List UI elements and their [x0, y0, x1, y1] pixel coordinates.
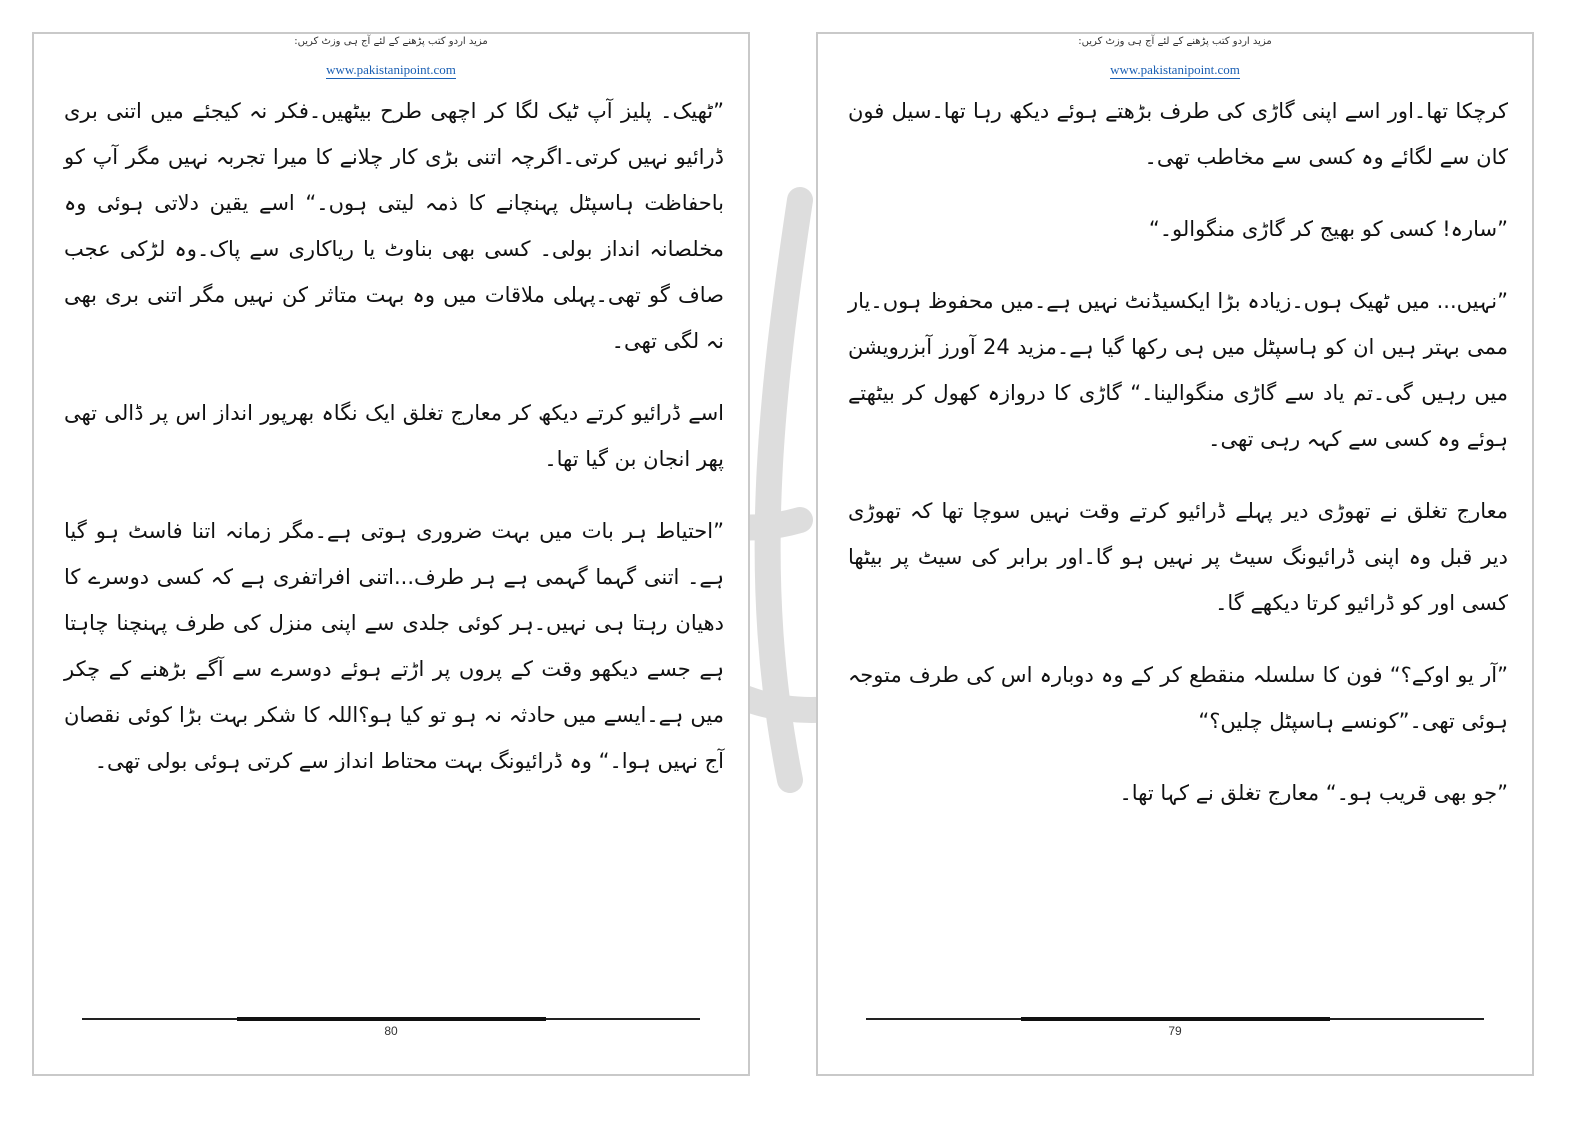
website-link[interactable]: www.pakistanipoint.com	[1110, 62, 1240, 77]
paragraph: ”نہیں... میں ٹھیک ہوں۔زیادہ بڑا ایکسیڈنٹ نہیں ہے۔میں محفوظ ہوں۔یار ممی بہتر ہیں ان کو ہاسپٹل میں ہی رکھا گیا ہے۔مزید 24 آورز آبزرویشن میں رہیں گی۔تم یاد سے گاڑی منگوالینا۔“ گاڑی کا دروازہ کھول کر بیٹھتے ہوئے وہ کسی سے کہہ رہی تھی۔	[848, 289, 1508, 451]
footer-rule	[82, 1018, 700, 1020]
footer-rule	[866, 1018, 1484, 1020]
paragraph: معارج تغلق نے تھوڑی دیر پہلے ڈرائیو کرتے وقت نہیں سوچا تھا کہ تھوڑی دیر قبل وہ اپنی ڈرائیونگ سیٹ پر نہیں ہو گا۔اور برابر کی سیٹ پر بیٹھا کسی اور کو ڈرائیو کرتا دیکھے گا۔	[848, 499, 1508, 615]
page-body	[64, 88, 724, 810]
paragraph: ”احتیاط ہر بات میں بہت ضروری ہوتی ہے۔مگر زمانہ اتنا فاسٹ ہو گیا ہے۔ اتنی گہما گہمی ہے ہر طرف...اتنی افراتفری ہے کہ کسی دوسرے کا دھیان رہتا ہی نہیں۔ہر کوئی جلدی سے اپنی منزل کی طرف پہنچنا چاہتا ہے جسے دیکھو وقت کے پروں پر اڑتے ہوئے دوسرے سے آگے بڑھنے کے چکر میں ہے۔ایسے میں حادثہ نہ ہو تو کیا ہو؟اللہ کا شکر بہت بڑا کوئی نقصان آج نہیں ہوا۔“ وہ ڈرائیونگ بہت محتاط انداز سے کرتی ہوئی بولی تھی۔	[64, 519, 724, 773]
paragraph: کرچکا تھا۔اور اسے اپنی گاڑی کی طرف بڑھتے ہوئے دیکھ رہا تھا۔سیل فون کان سے لگائے وہ کسی سے مخاطب تھی۔	[848, 99, 1508, 169]
header-note: مزید اردو کتب پڑھنے کے لئے آج ہی وزٹ کریں:	[1078, 36, 1272, 47]
website-link[interactable]: www.pakistanipoint.com	[326, 62, 456, 77]
page-number: 80	[384, 1024, 398, 1038]
paragraph: ”سارہ! کسی کو بھیج کر گاڑی منگوالو۔“	[1148, 217, 1508, 241]
page-number: 79	[1168, 1024, 1182, 1038]
paragraph: ”آر یو اوکے؟“ فون کا سلسلہ منقطع کر کے وہ دوبارہ اس کی طرف متوجہ ہوئی تھی۔”کونسے ہاسپٹل چلیں؟“	[848, 663, 1508, 733]
page-80	[32, 32, 750, 1076]
page-body	[848, 88, 1508, 842]
page-79	[816, 32, 1534, 1076]
header-note: مزید اردو کتب پڑھنے کے لئے آج ہی وزٹ کریں:	[294, 36, 488, 47]
paragraph: ”ٹھیک۔ پلیز آپ ٹیک لگا کر اچھی طرح بیٹھیں۔فکر نہ کیجئے میں اتنی بری ڈرائیو نہیں کرتی۔اگرچہ اتنی بڑی کار چلانے کا میرا تجربہ نہیں مگر آپ کو باحفاظت ہاسپٹل پہنچانے کا ذمہ لیتی ہوں۔“ اسے یقین دلاتی ہوئی وہ مخلصانہ انداز بولی۔ کسی بھی بناوٹ یا ریاکاری سے پاک۔وہ لڑکی عجب صاف گو تھی۔پہلی ملاقات میں وہ بہت متاثر کن نہیں مگر اتنی بری بھی نہ لگی تھی۔	[64, 99, 724, 353]
paragraph: ”جو بھی قریب ہو۔“ معارج تغلق نے کہا تھا۔	[1119, 781, 1508, 805]
paragraph: اسے ڈرائیو کرتے دیکھ کر معارج تغلق ایک نگاہ بھرپور انداز اس پر ڈالی تھی پھر انجان بن گیا تھا۔	[64, 401, 724, 471]
